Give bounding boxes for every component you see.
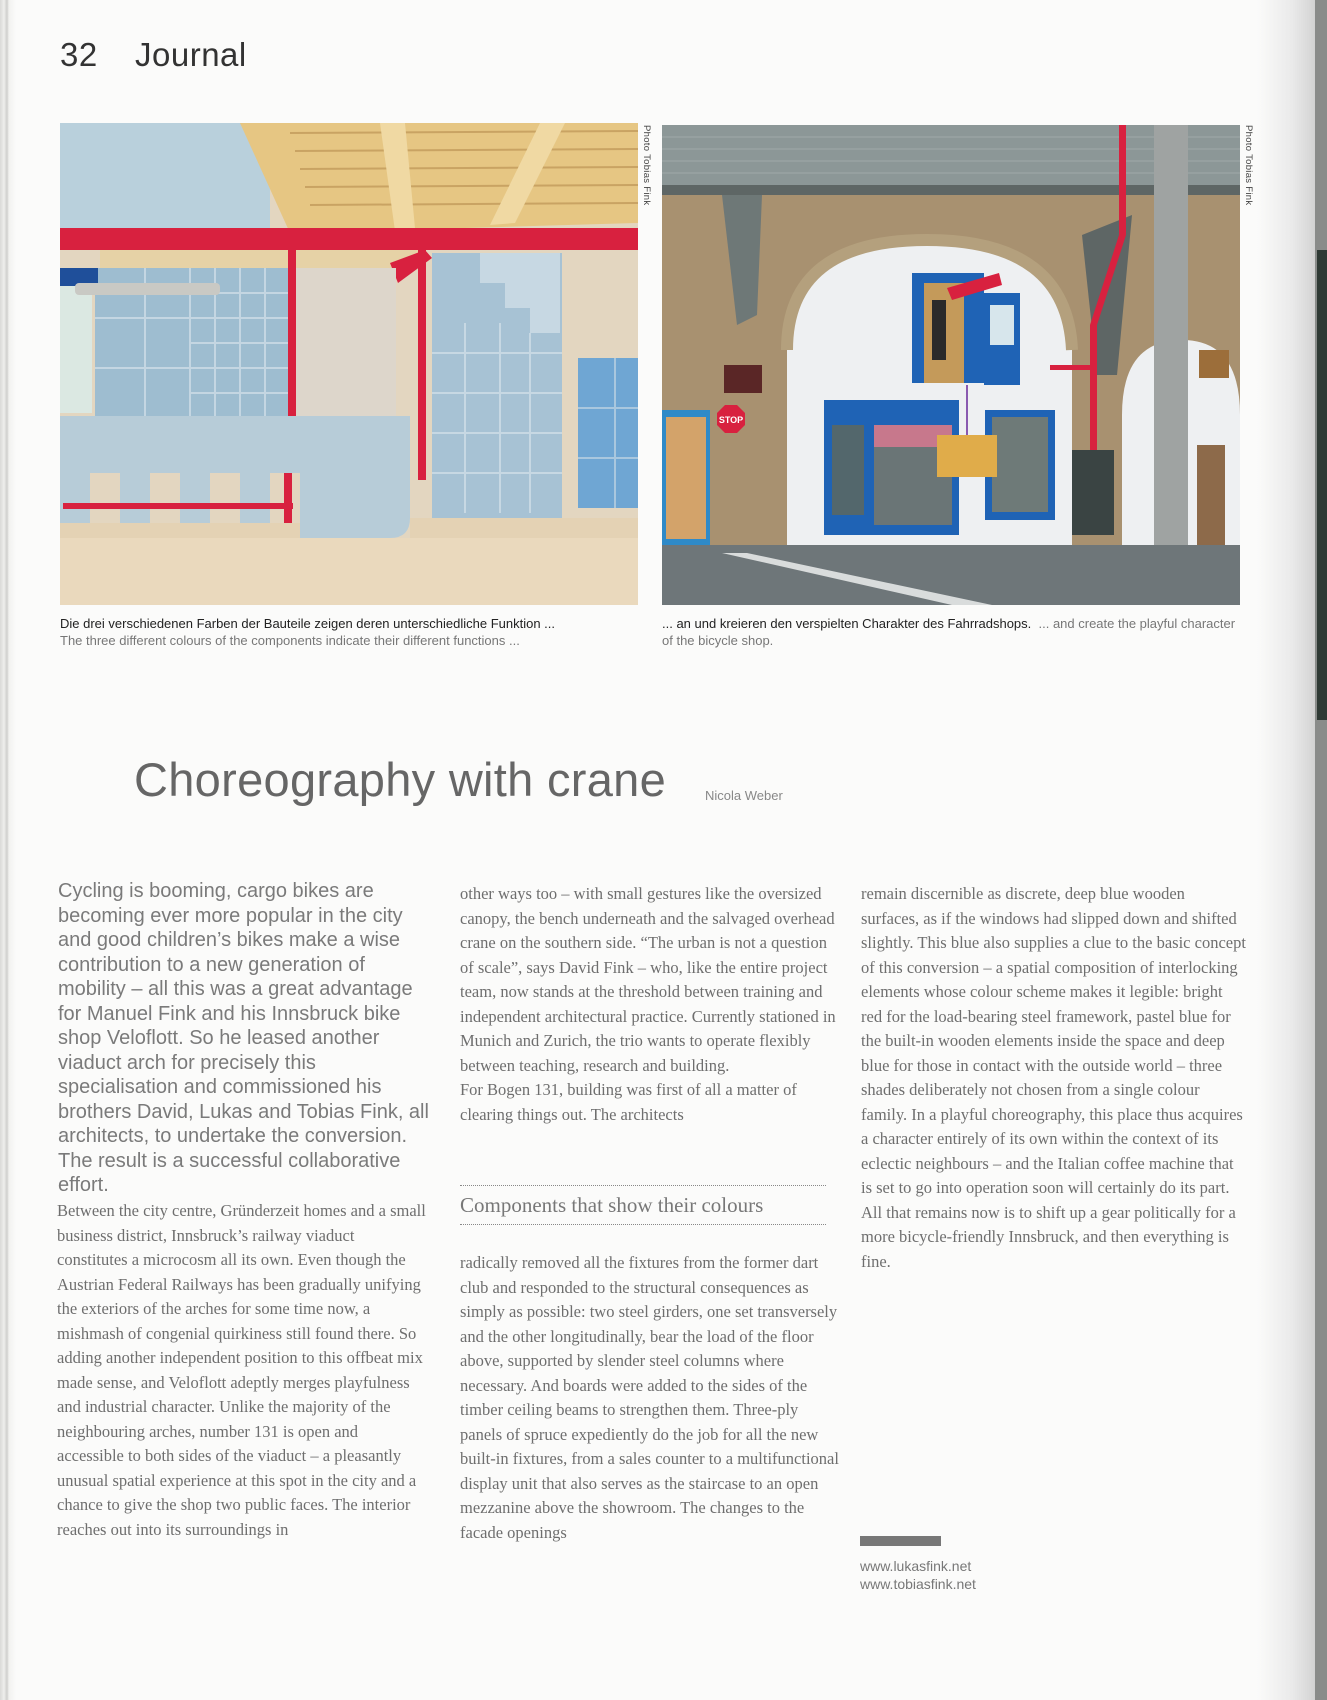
red-downpipe (1119, 125, 1126, 235)
subheading-block (460, 1185, 826, 1225)
hanging-box (937, 435, 997, 477)
photo-caption (662, 615, 1242, 649)
binding-gutter (0, 0, 16, 1700)
article-lead: Cycling is booming, cargo bikes are becoming ever more popular in the city and good children’s bikes make a wise contribution to a new generation of mobility – all this was a great advantage for Manuel Fink and his Innsbruck bike shop Veloflott. So he leased another viaduct arch for precisely this specialisation and commissioned his brothers David, Lukas and Tobias Fink, all architects, to undertake the conversion. The result is a successful collaborative effort. (58, 880, 429, 1196)
end-marker-bar (860, 1536, 941, 1546)
body-column-1 (57, 1199, 429, 1542)
caption-english: ... and create the playful character of the bicycle shop. (662, 616, 1236, 648)
stop-sign-text: STOP (718, 415, 744, 425)
caption-german: Die drei verschiedenen Farben der Bauteile zeigen deren unterschiedliche Funktion ... (60, 616, 556, 631)
link-tobiasfink[interactable]: www.tobiasfink.net (860, 1576, 976, 1592)
body-column-3 (861, 882, 1246, 1274)
photo-credit: Photo Tobias Fink (1243, 125, 1254, 206)
body-paragraph: For Bogen 131, building was first of all a matter of clearing things out. The architects (460, 1080, 797, 1124)
page-header (60, 36, 247, 74)
link-lukasfink[interactable]: www.lukasfink.net (860, 1558, 972, 1574)
body-paragraph: radically removed all the fixtures from the former dart club and responded to the structural consequences as simply as possible: two steel girders, one set transversely and the other longitudinally, bear the load of the floor above, supported by slender steel columns where necessary. And boards were added to the sides of the timber ceiling beams to strengthen them. Three-ply panels of spruce expediently do the job for all the new built-in fixtures, from a sales counter to a multifunctional display unit that also serves as the staircase to an open mezzanine above the showroom. The changes to the facade openings (460, 1253, 839, 1542)
article-title: Choreography with crane (134, 753, 667, 806)
subheading: Components that show their colours (460, 1193, 764, 1217)
exterior-photo (662, 125, 1240, 605)
body-column-2-continued (460, 1251, 840, 1545)
photo-credit: Photo Tobias Fink (641, 125, 652, 206)
caption-german: ... an und kreieren den verspielten Charakter des Fahrradshops. (662, 616, 1032, 631)
web-links (860, 1557, 976, 1593)
interior-photo (60, 123, 638, 605)
body-paragraph: Between the city centre, Gründerzeit homes and a small business district, Innsbruck’s railway viaduct constitutes a microcosm all its own. Even though the Austrian Federal Railways has been gradually unifying the exteriors of the arches for some time now, a mishmash of congenial quirkiness still found there. So adding another independent position to this offbeat mix made sense, and Veloflott adeptly merges playfulness and industrial character. Unlike the majority of the neighbouring arches, number 131 is open and accessible to both sides of the viaduct – a pleasantly unusual spatial experience at this spot in the city and a chance to give the shop two public faces. The interior reaches out into its surroundings in (57, 1201, 426, 1539)
interior-photo-illustration (60, 123, 638, 605)
body-paragraph: other ways too – with small gestures like the oversized canopy, the bench underneath and the salvaged overhead crane on the southern side. “The urban is not a question of scale”, says David Fink – who, like the entire project team, now stands at the threshold between training and independent architectural practice. Currently stationed in Munich and Zurich, the trio wants to operate flexibly between teaching, research and building. (460, 884, 836, 1075)
section-title: Journal (135, 36, 247, 73)
body-column-2 (460, 882, 840, 1127)
dotted-rule (460, 1224, 826, 1225)
exterior-photo-illustration (662, 125, 1240, 605)
page-number: 32 (60, 36, 98, 73)
red-steel-girder (60, 228, 638, 250)
article-author: Nicola Weber (705, 788, 783, 803)
body-paragraph: remain discernible as discrete, deep blue wooden surfaces, as if the windows had slipped down and shifted slightly. This blue also supplies a clue to the basic concept of this conversion – a spatial composition of interlocking elements whose colour scheme makes it legible: bright red for the load-bearing steel framework, pastel blue for the built-in wooden elements inside the space and deep blue for those in contact with the outside world – three shades deliberately not chosen from a single colour family. In a playful choreography, this place thus acquires a character entirely of its own within the context of its eclectic neighbours – and the Italian coffee machine that is set to go into operation soon will certainly do its part. All that remains now is to shift up a gear politically for a more bicycle-friendly Innsbruck, and then everything is fine. (861, 884, 1246, 1271)
caption-english: The three different colours of the components indicate their different functions ... (60, 633, 520, 648)
next-page-photo-edge (1317, 250, 1327, 720)
photo-caption (60, 615, 640, 649)
